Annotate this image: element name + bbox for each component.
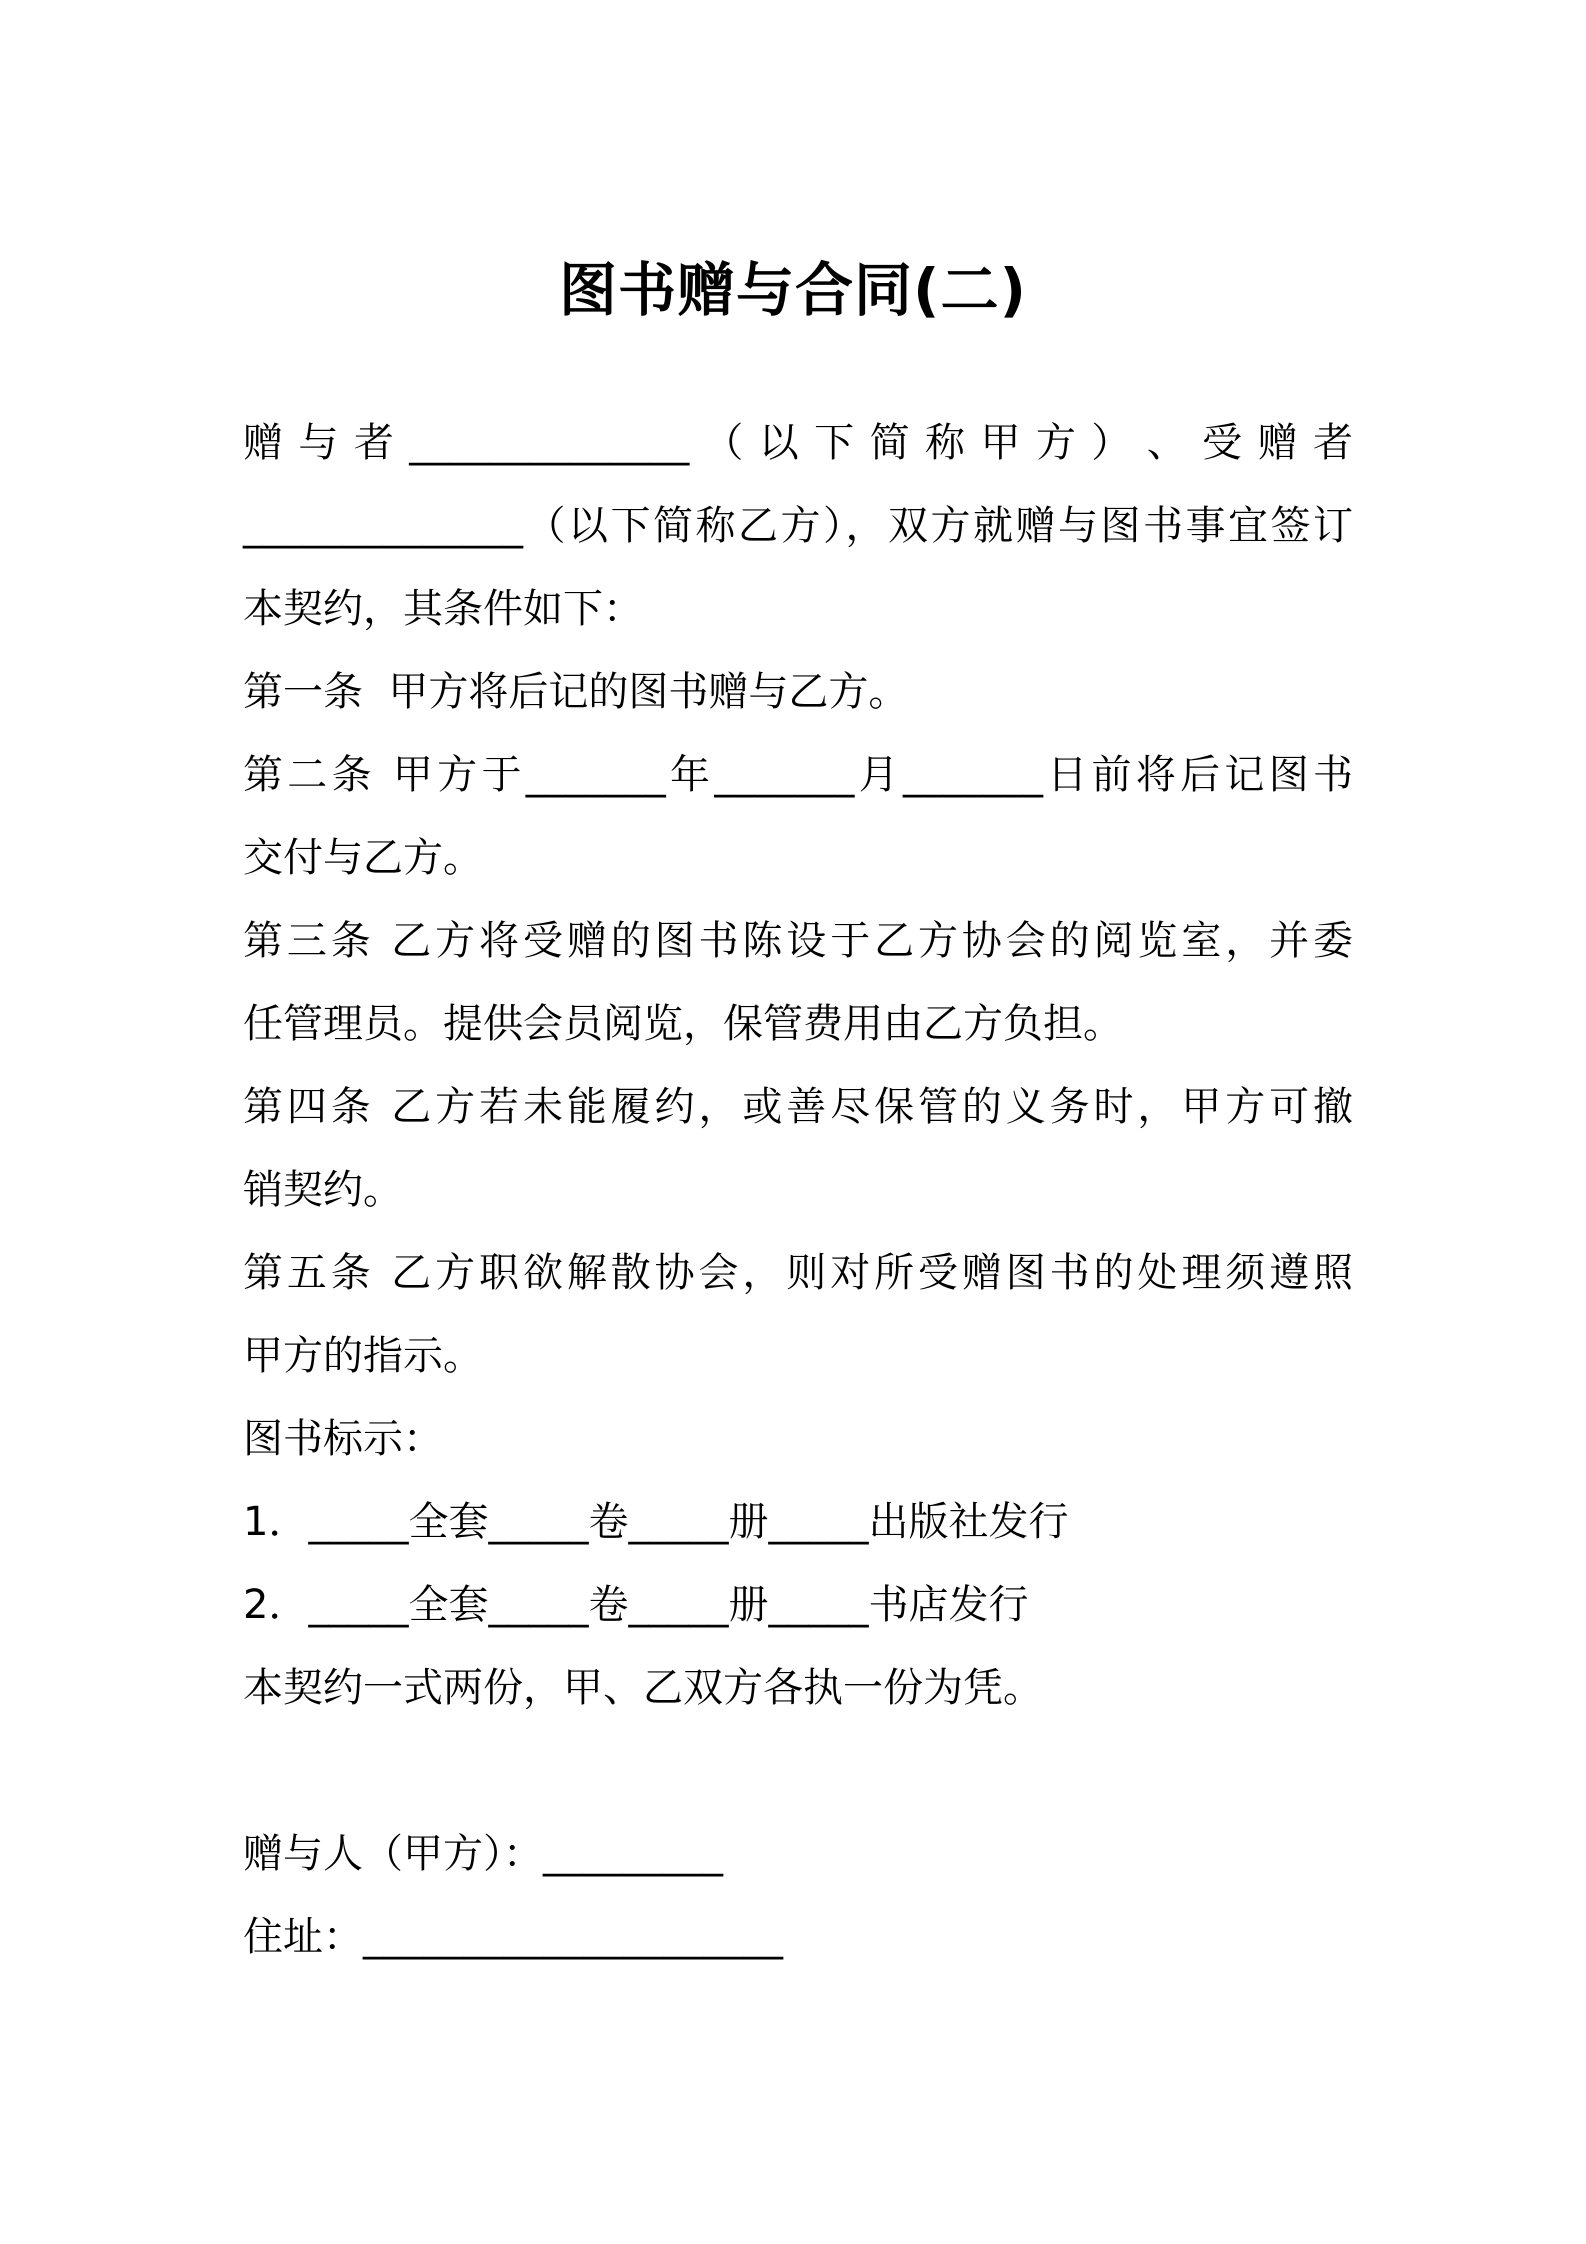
address-line: 住址：_____________________ bbox=[243, 1914, 783, 1960]
article-1: 第一条 甲方将后记的图书赠与乙方。 bbox=[243, 669, 909, 715]
article-2-line-2: 交付与乙方。 bbox=[243, 835, 483, 881]
article-5-line-2: 甲方的指示。 bbox=[243, 1333, 483, 1379]
book-listing-heading: 图书标示： bbox=[243, 1416, 443, 1462]
intro-line-1: 赠 与 者 ______________ （ 以 下 简 称 甲 方 ） 、 受 赠 者 bbox=[243, 420, 1353, 466]
spacer bbox=[243, 1730, 1353, 1813]
article-2-line-1: 第二条 甲方于_______年_______月_______日前将后记图书 bbox=[243, 752, 1353, 798]
article-4-line-1: 第四条 乙方若未能履约，或善尽保管的义务时，甲方可撤 bbox=[243, 1084, 1353, 1130]
article-3-line-1: 第三条 乙方将受赠的图书陈设于乙方协会的阅览室，并委 bbox=[243, 918, 1353, 964]
document-title: 图书赠与合同(二) bbox=[558, 256, 1028, 324]
article-4-line-2: 销契约。 bbox=[243, 1167, 403, 1213]
document-body bbox=[243, 402, 1353, 1979]
intro-line-3: 本契约，其条件如下： bbox=[243, 586, 643, 632]
intro-line-2: ______________（以下简称乙方），双方就赠与图书事宜签订 bbox=[243, 503, 1353, 549]
article-3-line-2: 任管理员。提供会员阅览，保管费用由乙方负担。 bbox=[243, 1001, 1123, 1047]
copies-clause: 本契约一式两份，甲、乙双方各执一份为凭。 bbox=[243, 1665, 1043, 1711]
article-5-line-1: 第五条 乙方职欲解散协会，则对所受赠图书的处理须遵照 bbox=[243, 1250, 1353, 1296]
book-listing-item-1: 1．_____全套_____卷_____册_____出版社发行 bbox=[243, 1499, 1069, 1545]
donor-signature-line: 赠与人（甲方）：_________ bbox=[243, 1831, 723, 1877]
book-listing-item-2: 2．_____全套_____卷_____册_____书店发行 bbox=[243, 1582, 1029, 1628]
